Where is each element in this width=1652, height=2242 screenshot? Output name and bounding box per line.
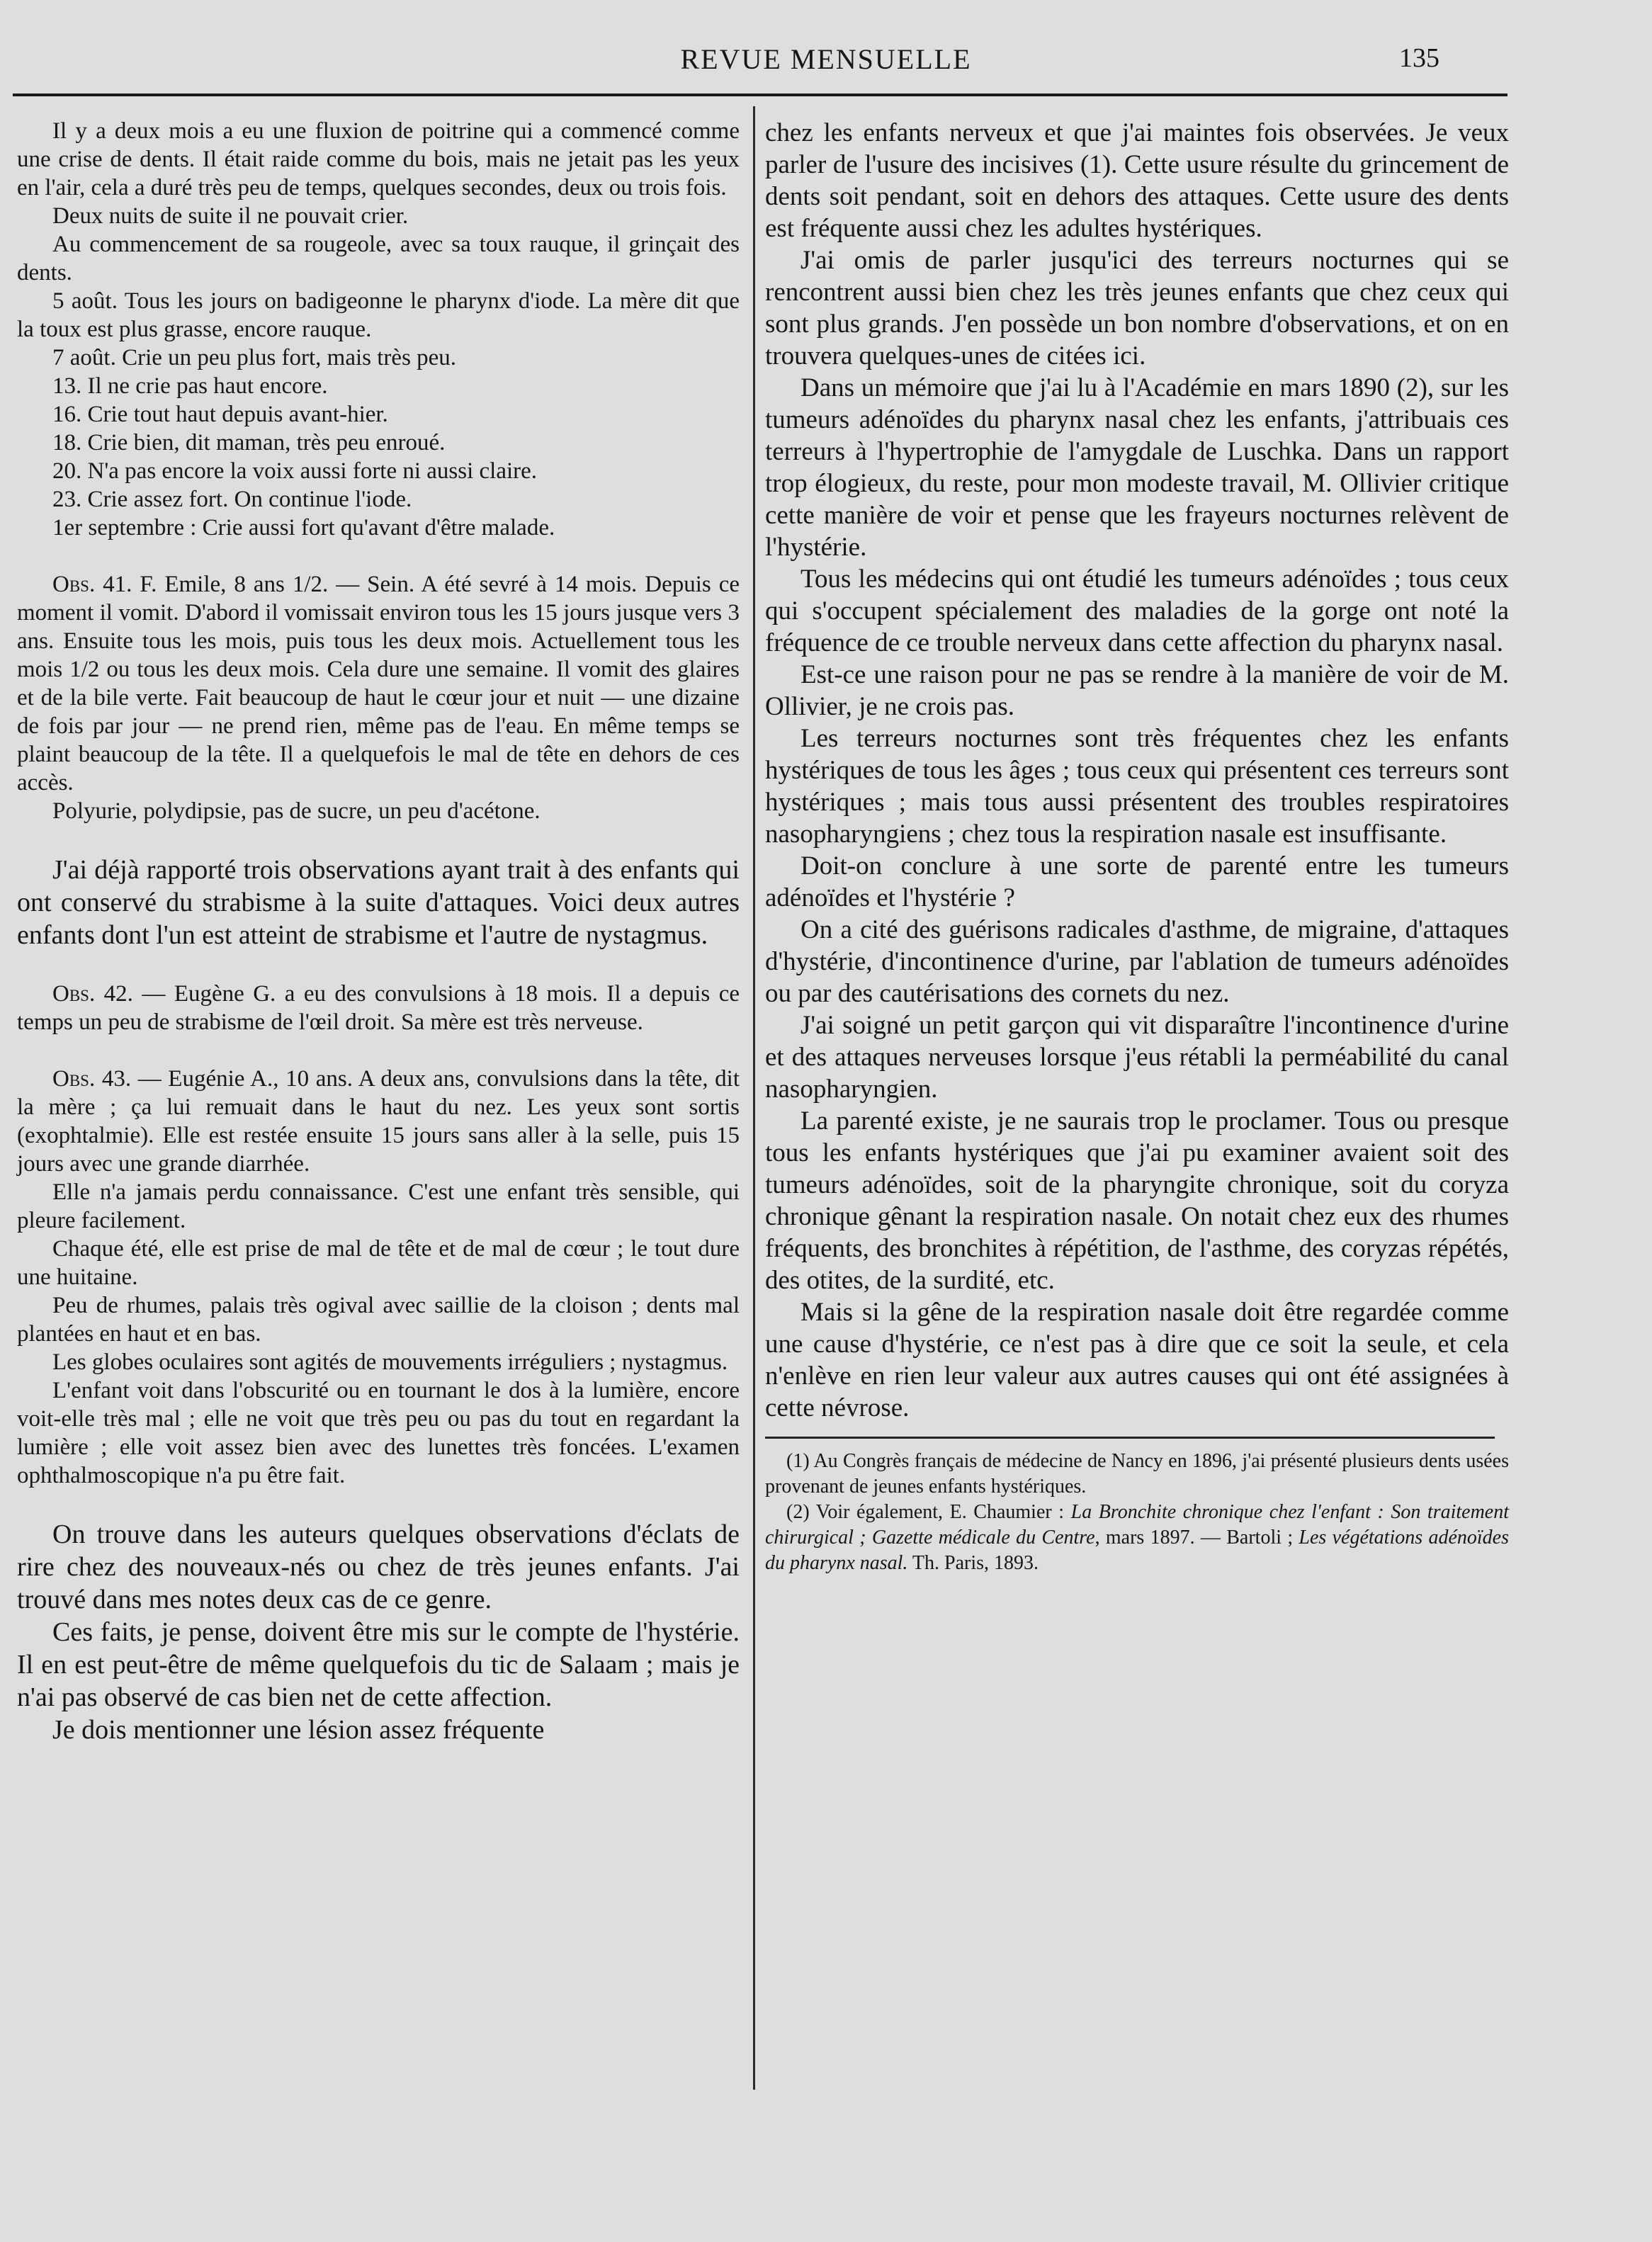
right-paragraph: J'ai soigné un petit garçon qui vit disparaître l'incontinence d'urine et des attaques nerveuses lorsque j'eus rétabli la perméabilité du canal nasopharyngien. bbox=[765, 1011, 1509, 1104]
page-number: 135 bbox=[1399, 43, 1439, 73]
footnote-italic-title: La Bronchite chronique chez l'enfant : Son traitement chirurgical ; Gazette médicale du Centre bbox=[765, 1501, 1510, 1549]
strabisme-paragraph: J'ai déjà rapporté trois observations ayant trait à des enfants qui ont conservé du strabisme à la suite d'attaques. Voici deux autres enfants dont l'un est atteint de strabisme et l'autre de nystagmus. bbox=[17, 855, 740, 950]
observation-41 bbox=[17, 570, 740, 797]
footnote-2 bbox=[765, 1500, 1509, 1576]
intro-line: Au commencement de sa rougeole, avec sa toux rauque, il grinçait des dents. bbox=[17, 232, 740, 285]
running-title: REVUE MENSUELLE bbox=[680, 43, 972, 75]
footnote-rule bbox=[765, 1437, 1495, 1439]
day-entry: 7 août. Crie un peu plus fort, mais très peu. bbox=[52, 345, 457, 370]
footnote-text: (2) Voir également, E. Chaumier : bbox=[786, 1501, 1071, 1523]
day-entry: 18. Crie bien, dit maman, très peu enroué. bbox=[52, 430, 446, 455]
observation-label: Obs. 42. bbox=[52, 981, 133, 1007]
observation-text: — Eugène G. a eu des convulsions à 18 mois. Il a depuis ce temps un peu de strabisme de l'œil droit. Sa mère est très nerveuse. bbox=[17, 981, 740, 1035]
observation-43-line: L'enfant voit dans l'obscurité ou en tournant le dos à la lumière, encore voit-elle très mal ; elle ne voit que très peu ou pas du tout en regardant la lumière ; elle voit assez bien avec des lunettes très foncées. L'examen ophthalmoscopique n'a pu être fait. bbox=[17, 1378, 740, 1488]
observation-text: F. Emile, 8 ans 1/2. — Sein. A été sevré à 14 mois. Depuis ce moment il vomit. D'abord il vomissait environ tous les 15 jours jusque vers 3 ans. Ensuite tous les mois, puis tous les deux mois. Actuellement tous les mois 1/2 ou tous les deux mois. Cela dure une semaine. Il vomit des glaires et de la bile verte. Fait beaucoup de haut le cœur jour et nuit — une dizaine de fois par jour — ne prend rien, même pas de l'eau. En même temps se plaint beaucoup de la tête. Il a quelquefois le mal de tête en dehors de ces accès. bbox=[17, 572, 740, 796]
right-paragraph: J'ai omis de parler jusqu'ici des terreurs nocturnes qui se rencontrent aussi bien chez les très jeunes enfants que chez ceux qui sont plus grands. J'en possède un bon nombre d'observations, et on en trouvera quelques-unes de citées ici. bbox=[765, 246, 1509, 370]
day-entry: 1er septembre : Crie aussi fort qu'avant d'être malade. bbox=[52, 515, 555, 540]
spacer bbox=[17, 1036, 740, 1065]
day-entry: 23. Crie assez fort. On continue l'iode. bbox=[52, 487, 412, 512]
right-paragraph: Dans un mémoire que j'ai lu à l'Académie en mars 1890 (2), sur les tumeurs adénoïdes du pharynx nasal chez les enfants, j'attribuais ces terreurs à l'hypertrophie de l'amygdale de Luschka. Dans un rapport trop élogieux, du reste, pour mon modeste travail, M. Ollivier critique cette manière de voir et pense que les frayeurs nocturnes relèvent de l'hystérie. bbox=[765, 373, 1509, 562]
right-paragraph: Les terreurs nocturnes sont très fréquentes chez les enfants hystériques de tous les âges ; tous ceux qui présentent ces terreurs sont hystériques ; mais tous aussi présentent des troubles respiratoires nasopharyngiens ; chez tous la respiration nasale est insuffisante. bbox=[765, 724, 1509, 849]
left-column bbox=[17, 117, 740, 1746]
footnote-text: Th. Paris, 1893. bbox=[907, 1552, 1039, 1574]
day-entry: 16. Crie tout haut depuis avant-hier. bbox=[52, 402, 388, 427]
right-paragraph: Est-ce une raison pour ne pas se rendre à la manière de voir de M. Ollivier, je ne crois pas. bbox=[765, 660, 1509, 721]
spacer bbox=[17, 951, 740, 980]
observation-42 bbox=[17, 980, 740, 1036]
observation-43-line: Les globes oculaires sont agités de mouvements irréguliers ; nystagmus. bbox=[52, 1349, 728, 1375]
spacer bbox=[17, 1490, 740, 1518]
right-paragraph: La parenté existe, je ne saurais trop le proclamer. Tous ou presque tous les enfants hystériques que j'ai pu examiner avaient soit des tumeurs adénoïdes, soit de la pharyngite chronique, soit du coryza chronique gênant la respiration nasale. On notait chez eux des rhumes fréquents, des bronchites à répétition, de l'asthme, des coryzas répétés, des otites, de la surdité, etc. bbox=[765, 1106, 1509, 1295]
intro-line: Il y a deux mois a eu une fluxion de poitrine qui a commencé comme une crise de dents. Il était raide comme du bois, mais ne jetait pas les yeux en l'air, cela a duré très peu de temps, quelques secondes, deux ou trois fois. bbox=[17, 118, 740, 200]
day-entry: 13. Il ne crie pas haut encore. bbox=[52, 373, 328, 399]
page-header bbox=[0, 43, 1652, 85]
header-rule bbox=[13, 94, 1507, 96]
right-paragraph: On a cité des guérisons radicales d'asthme, de migraine, d'attaques d'hystérie, d'incontinence d'urine, par l'ablation de tumeurs adénoïdes ou par des cautérisations des cornets du nez. bbox=[765, 915, 1509, 1008]
right-paragraph: Tous les médecins qui ont étudié les tumeurs adénoïdes ; tous ceux qui s'occupent spécialement des maladies de la gorge ont noté la fréquence de ce trouble nerveux dans cette affection du pharynx nasal. bbox=[765, 565, 1509, 657]
column-rule bbox=[753, 106, 755, 2090]
footnote-italic-title: Les végétations adénoïdes du pharynx nasal. bbox=[765, 1527, 1509, 1574]
observation-text: — Eugénie A., 10 ans. A deux ans, convulsions dans la tête, dit la mère ; ça lui remuait dans le haut du nez. Les yeux sont sortis (exophtalmie). Elle est restée ensuite 15 jours sans aller à la selle, puis 15 jours avec une grande diarrhée. bbox=[17, 1066, 740, 1177]
footnote-text: , mars 1897. — Bartoli ; bbox=[1094, 1527, 1299, 1549]
right-column bbox=[765, 117, 1509, 1576]
salaam-paragraph: Ces faits, je pense, doivent être mis sur le compte de l'hystérie. Il en est peut-être de même quelquefois du tic de Salaam ; mais je n'ai pas observé de cas bien net de cette affection. bbox=[17, 1617, 740, 1712]
observation-label: Obs. 41. bbox=[52, 572, 132, 597]
observation-43-line: Peu de rhumes, palais très ogival avec saillie de la cloison ; dents mal plantées en haut et en bas. bbox=[17, 1293, 740, 1347]
footnote-1: (1) Au Congrès français de médecine de Nancy en 1896, j'ai présenté plusieurs dents usées provenant de jeunes enfants hystériques. bbox=[765, 1450, 1509, 1498]
day-entry: 5 août. Tous les jours on badigeonne le pharynx d'iode. La mère dit que la toux est plus grasse, encore rauque. bbox=[17, 288, 740, 342]
observation-43-line: Chaque été, elle est prise de mal de tête et de mal de cœur ; le tout dure une huitaine. bbox=[17, 1236, 740, 1290]
observation-43-line: Elle n'a jamais perdu connaissance. C'est une enfant très sensible, qui pleure facilement. bbox=[17, 1179, 740, 1233]
right-paragraph: Doit-on conclure à une sorte de parenté entre les tumeurs adénoïdes et l'hystérie ? bbox=[765, 851, 1509, 912]
right-paragraph: chez les enfants nerveux et que j'ai maintes fois observées. Je veux parler de l'usure des incisives (1). Cette usure résulte du grincement de dents soit pendant, soit en dehors des attaques. Cette usure des dents est fréquente aussi chez les adultes hystériques. bbox=[765, 118, 1509, 243]
observation-41-more: Polyurie, polydipsie, pas de sucre, un peu d'acétone. bbox=[52, 798, 541, 824]
intro-line: Deux nuits de suite il ne pouvait crier. bbox=[52, 203, 409, 229]
spacer bbox=[17, 825, 740, 854]
lesion-paragraph: Je dois mentionner une lésion assez fréquente bbox=[52, 1715, 545, 1745]
day-entry: 20. N'a pas encore la voix aussi forte ni aussi claire. bbox=[52, 458, 538, 484]
right-paragraph: Mais si la gêne de la respiration nasale doit être regardée comme une cause d'hystérie, ce n'est pas à dire que ce soit la seule, et cela n'enlève en rien leur valeur aux autres causes qui ont été assignées à cette névrose. bbox=[765, 1298, 1509, 1422]
rire-paragraph: On trouve dans les auteurs quelques observations d'éclats de rire chez des nouveaux-nés ou chez de très jeunes enfants. J'ai trouvé dans mes notes deux cas de ce genre. bbox=[17, 1519, 740, 1614]
spacer bbox=[17, 542, 740, 570]
observation-43 bbox=[17, 1065, 740, 1178]
observation-label: Obs. 43. bbox=[52, 1066, 132, 1092]
